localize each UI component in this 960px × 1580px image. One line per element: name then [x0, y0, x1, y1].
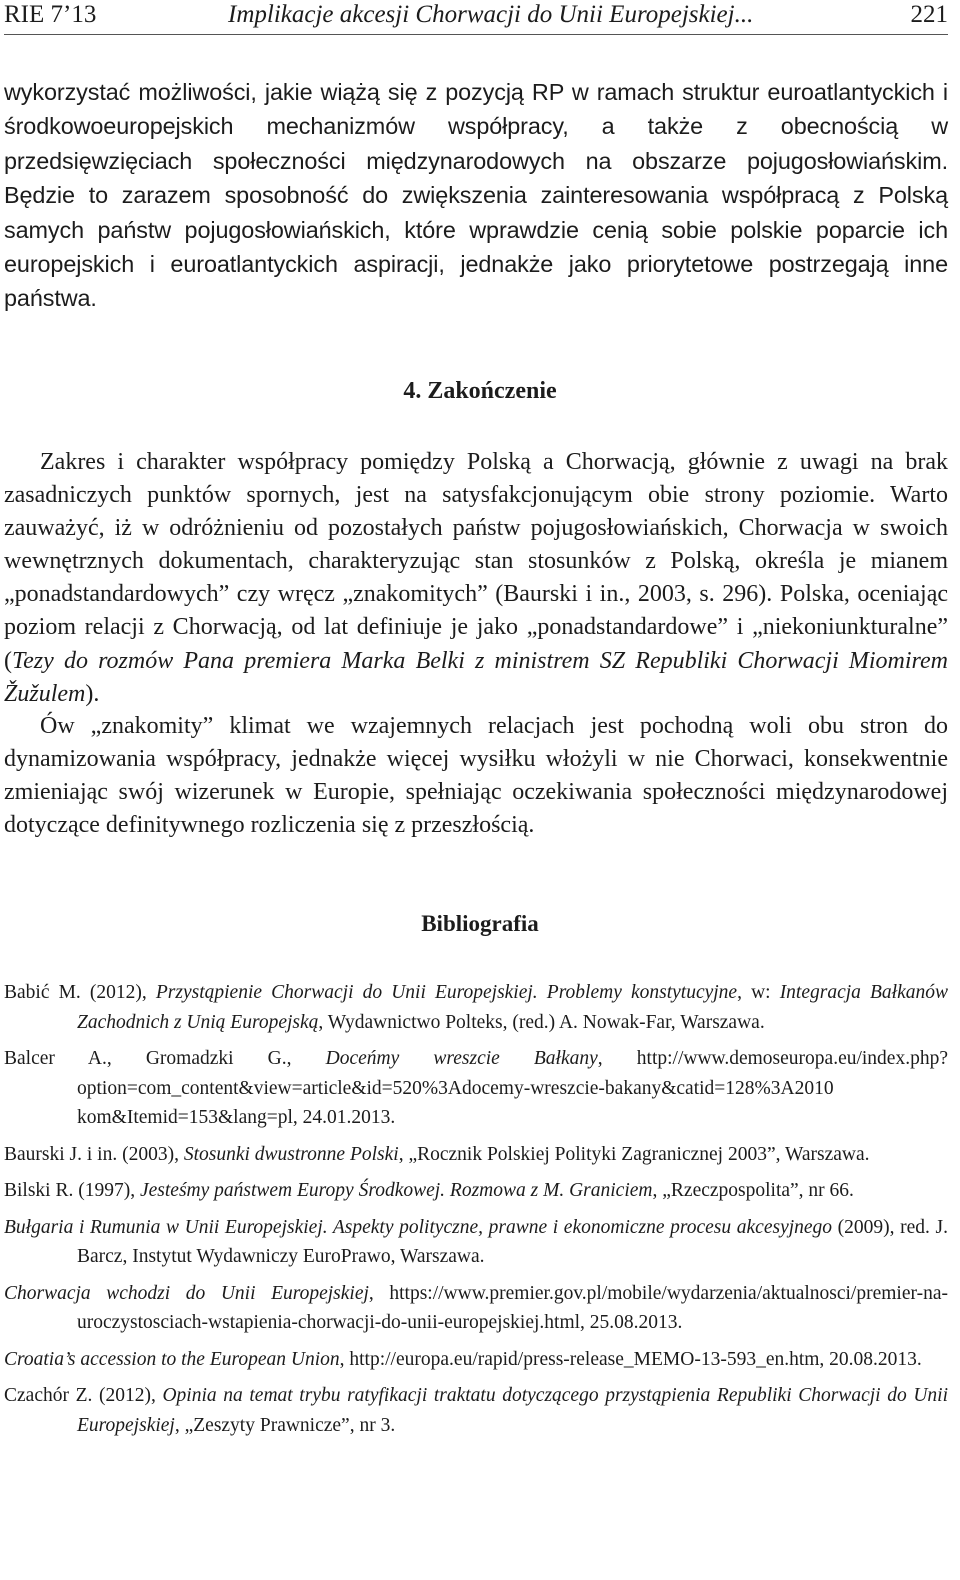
- page-number: 221: [910, 1, 948, 28]
- bibliography-entry: Babić M. (2012), Przystąpienie Chorwacji do Unii Europejskiej. Problemy konstytucyjne, w: Integracja Bałkanów Zachodnich z Unią Europejską, Wydawnictwo Polteks, (red.) A. Nowak-Far, Warszawa.: [4, 982, 949, 1033]
- paragraph-2-text: Zakres i charakter współpracy pomiędzy Polską a Chorwacją, głównie z uwagi na brak zasadniczych punktów spornych, jest na satysfakcjonującym obie strony poziomie. Warto zauważyć, iż w odróżnieniu od pozostałych państw pojugosłowiańskich, Chorwacja w swoich wewnętrznych dokumentach, charakteryzując stan stosunków z Polską, określa je mianem „ponadstandardowych” czy wręcz „znakomitych” (Baurski i in., 2003, s. 296). Polska, oceniając poziom relacji z Chorwacją, od lat definiuje je jako „ponadstandardowe” i „niekoniunkturalne” (: [4, 449, 948, 674]
- paragraph-2-ending: ).: [85, 680, 100, 707]
- bibliography-entry: Balcer A., Gromadzki G., Doceńmy wreszcie Bałkany, http://www.demoseuropa.eu/index.php?option=com_content&view=article&id=520%3Adocemy-wreszcie-bakany&catid=128%3A2010 kom&Itemid=153&lang=pl, 24.01.2013.: [4, 1048, 948, 1128]
- bibliography-entry: Baurski J. i in. (2003), Stosunki dwustronne Polski, „Rocznik Polskiej Polityki Zagranicznej 2003”, Warszawa.: [4, 1143, 870, 1165]
- bibliography-list: [4, 978, 948, 1447]
- bibliography-entry: Bilski R. (1997), Jesteśmy państwem Europy Środkowej. Rozmowa z M. Graniciem, „Rzeczpospolita”, nr 66.: [4, 1180, 854, 1201]
- bibliography-heading: Bibliografia: [421, 911, 539, 936]
- journal-label: RIE 7’13: [4, 1, 97, 28]
- bibliography-entry: Chorwacja wchodzi do Unii Europejskiej, https://www.premier.gov.pl/mobile/wydarzenia/aktualnosci/premier-na-uroczystosciach-wstapienia-chorwacji-do-unii-europejskiej.html, 25.08.2013.: [4, 1282, 948, 1333]
- body-paragraph-2: [4, 446, 948, 711]
- section-heading: 4. Zakończenie: [403, 378, 557, 404]
- bibliography-entry: Bułgaria i Rumunia w Unii Europejskiej. Aspekty polityczne, prawne i ekonomiczne procesu akcesyjnego (2009), red. J. Barcz, Instytut Wydawniczy EuroPrawo, Warszawa.: [4, 1216, 948, 1267]
- bibliography-entry: Czachór Z. (2012), Opinia na temat trybu ratyfikacji traktatu dotyczącego przystąpienia Republiki Chorwacji do Unii Europejskiej, „Zeszyty Prawnicze”, nr 3.: [4, 1385, 948, 1436]
- running-title: Implikacje akcesji Chorwacji do Unii Europejskiej...: [228, 1, 754, 28]
- bibliography-entry: Croatia’s accession to the European Union, http://europa.eu/rapid/press-release_MEMO-13-593_en.htm, 20.08.2013.: [4, 1348, 922, 1370]
- body-paragraph-3: Ów „znakomity” klimat we wzajemnych relacjach jest pochodną woli obu stron do dynamizowania współpracy, jednakże więcej wysiłku włożyli w nie Chorwaci, konsekwentnie zmieniając swój wizerunek w Europie, spełniając oczekiwania społeczności międzynarodowej dotyczące definitywnego rozliczenia się z przeszłością.: [4, 713, 948, 839]
- running-header: [4, 0, 948, 35]
- body-paragraph-1: wykorzystać możliwości, jakie wiążą się z pozycją RP w ramach struktur euroatlantyckich i środkowoeuropejskich mechanizmów współpracy, a także z obecnością w przedsięwzięciach społeczności międzynarodowych na obszarze pojugosłowiańskim. Będzie to zarazem sposobność do zwiększenia zainteresowania współpracą z Polską samych państw pojugosłowiańskich, które wprawdzie cenią sobie polskie poparcie ich europejskich i euroatlantyckich aspiracji, jednakże jako priorytetowe postrzegają inne państwa.: [4, 79, 948, 312]
- paragraph-2-italic-title: Tezy do rozmów Pana premiera Marka Belki z ministrem SZ Republiki Chorwacji Miomirem Žužulem: [4, 647, 948, 707]
